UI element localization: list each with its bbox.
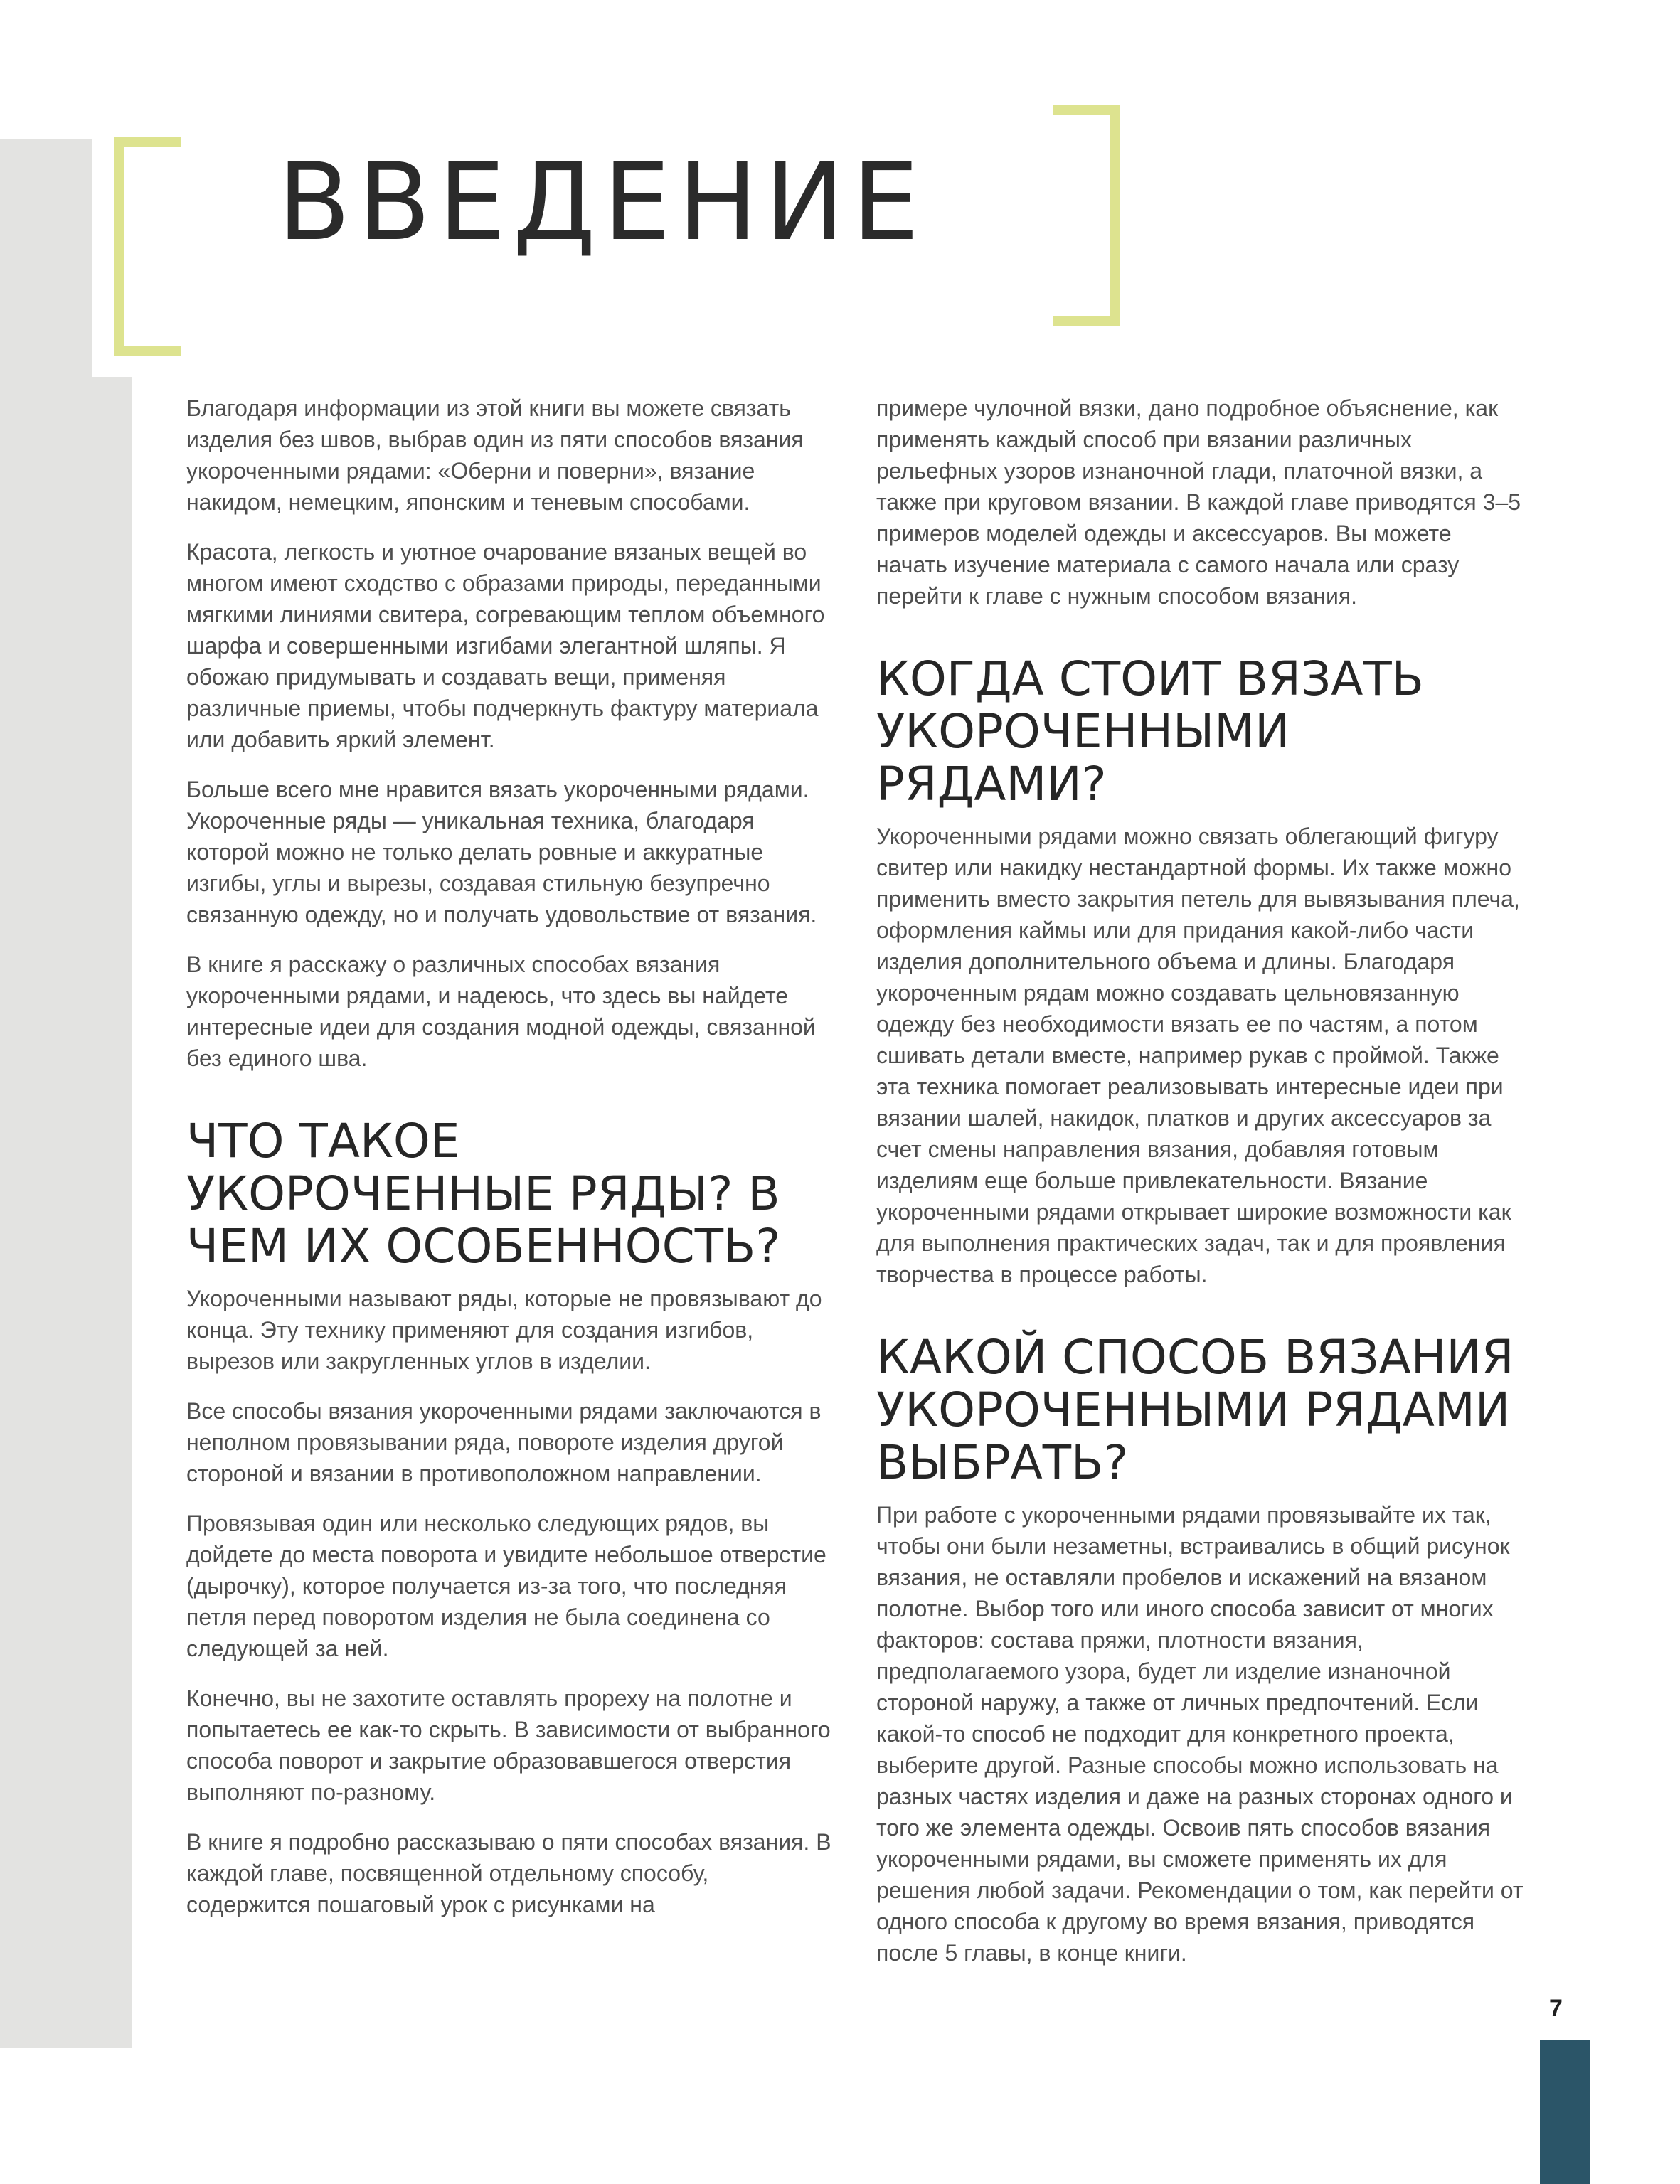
page-title: ВВЕДЕНИЕ: [277, 141, 927, 265]
section-paragraph: В книге я подробно рассказываю о пяти способах вязания. В каждой главе, посвященной отдельному способу, содержится пошаговый урок с рисунками на: [186, 1829, 831, 1917]
section-paragraph: Укороченными называют ряды, которые не провязывают до конца. Эту технику применяют для создания изгибов, вырезов или закругленных углов в изделии.: [186, 1286, 822, 1374]
right-bracket-ornament: [1053, 105, 1120, 326]
intro-paragraph-3: Больше всего мне нравится вязать укороченными рядами. Укороченные ряды — уникальная техника, благодаря которой можно не только делать ровные и аккуратные изгибы, углы и вырезы, создавая стильную безупречно связанную одежду, но и получать удовольствие от вязания.: [186, 777, 817, 927]
section-paragraph: Конечно, вы не захотите оставлять прореху на полотне и попытаетесь ее как-то скрыть. В зависимости от выбранного способа поворот и закрытие образовавшегося отверстия выполняют по-разному.: [186, 1685, 831, 1805]
section-paragraph: При работе с укороченными рядами провязывайте их так, чтобы они были незаметны, встраивались в общий рисунок вязания, не оставляли пробелов и искажений на вязаном полотне. Выбор того или иного способа зависит от многих факторов: состава пряжи, плотности вязания, предполагаемого узора, будет ли изделие изнаночной стороной наружу, а также от личных предпочтений. Если какой-то способ не подходит для конкретного проекта, выберите другой. Разные способы можно использовать на разных частях изделия и даже на разных сторонах одного и того же элемента одежды. Освоив пять способов вязания укороченными рядами, вы сможете применять их для решения любой задачи. Рекомендации о том, как перейти от одного способа к другому во время вязания, приводятся после 5 главы, в конце книги.: [876, 1502, 1524, 1966]
section-heading-when: КОГДА СТОИТ ВЯЗАТЬ УКОРОЧЕННЫМИ РЯДАМИ?: [876, 651, 1424, 811]
side-band: [0, 139, 132, 2048]
right-column: [876, 393, 1527, 1987]
section-paragraph: Укороченными рядами можно связать облегающий фигуру свитер или накидку нестандартной формы. Их также можно применить вместо закрытия петель для вывязывания плеча, оформления каймы или для придания какой-либо части изделия дополнительного объема и длины. Благодаря укороченным рядам можно создавать цельновязанную одежду без необходимости вязать ее по частям, а потом сшивать детали вместе, например рукав с проймой. Также эта техника помогает реализовывать интересные идеи при вязании шалей, накидок, платков и других аксессуаров за счет смены направления вязания, добавляя готовым изделиям еще больше привлекательности. Вязание укороченными рядами открывает широкие возможности как для выполнения практических задач, так и для проявления творчества в процессе работы.: [876, 824, 1520, 1287]
section-paragraph: Провязывая один или несколько следующих рядов, вы дойдете до места поворота и увидите небольшое отверстие (дырочку), которое получается из-за того, что последняя петля перед поворотом изделия не была соединена со следующей за ней.: [186, 1511, 826, 1661]
left-column: [186, 393, 837, 1939]
left-bracket-ornament: [114, 137, 181, 356]
section-paragraph: Все способы вязания укороченными рядами заключаются в неполном провязывании ряда, повороте изделия другой стороной и вязании в противоположном направлении.: [186, 1398, 822, 1486]
continued-paragraph: примере чулочной вязки, дано подробное объяснение, как применять каждый способ при вязании различных рельефных узоров изнаночной глади, платочной вязки, а также при круговом вязании. В каждой главе приводятся 3–5 примеров моделей одежды и аксессуаров. Вы можете начать изучение материала с самого начала или сразу перейти к главе с нужным способом вязания.: [876, 395, 1521, 609]
intro-paragraph-2: Красота, легкость и уютное очарование вязаных вещей во многом имеют сходство с образами природы, переданными мягкими линиями свитера, согревающим теплом объемного шарфа и совершенными изгибами элегантной шляпы. Я обожаю придумывать и создавать вещи, применяя различные приемы, чтобы подчеркнуть фактуру материала или добавить яркий элемент.: [186, 539, 825, 752]
page-edge-tab: [1540, 2040, 1590, 2184]
intro-paragraph-4: В книге я расскажу о различных способах вязания укороченными рядами, и надеюсь, что здесь вы найдете интересные идеи для создания модной одежды, связанной без единого шва.: [186, 952, 816, 1071]
section-heading-what-is: ЧТО ТАКОЕ УКОРОЧЕННЫЕ РЯДЫ? В ЧЕМ ИХ ОСОБЕННОСТЬ?: [186, 1114, 781, 1274]
intro-paragraph-1: Благодаря информации из этой книги вы можете связать изделия без швов, выбрав один из пяти способов вязания укороченными рядами: «Оберни и поверни», вязание накидом, немецким, японским и теневым способами.: [186, 395, 804, 515]
section-heading-which-method: КАКОЙ СПОСОБ ВЯЗАНИЯ УКОРОЧЕННЫМИ РЯДАМИ ВЫБРАТЬ?: [876, 1330, 1514, 1490]
page-number: 7: [1549, 1995, 1563, 2022]
